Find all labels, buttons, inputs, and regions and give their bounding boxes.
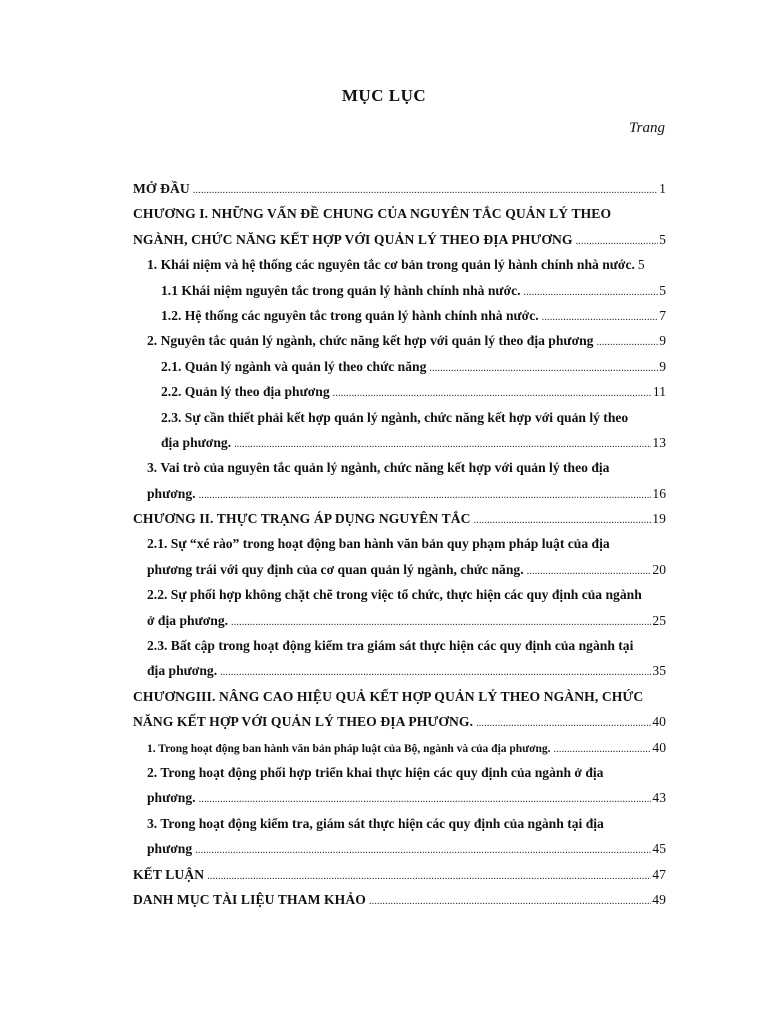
toc-entry[interactable]: 2.3. Bất cập trong hoạt động kiểm tra giám sát thực hiện các quy định của ngành tại [147,638,634,654]
toc-entry[interactable]: 1. Khái niệm và hệ thống các nguyên tắc cơ bản trong quản lý hành chính nhà nước. 5 [147,257,645,273]
toc-entry[interactable]: ở địa phương. ..... 25 [133,608,666,633]
toc-entry[interactable]: 1.1 Khái niệm nguyên tắc trong quản lý hành chính nhà nước. ..... 5 [133,278,666,303]
toc-entry[interactable]: 2.1. Sự “xé rào” trong hoạt động ban hành văn bản quy phạm pháp luật của địa [147,536,610,552]
toc-entry[interactable]: phương. ..... 43 [133,785,666,810]
toc-entry[interactable]: NĂNG KẾT HỢP VỚI QUẢN LÝ THEO ĐỊA PHƯƠNG. ..... 40 [133,709,666,734]
table-of-contents [133,176,666,912]
toc-entry[interactable]: CHƯƠNG II. THỰC TRẠNG ÁP DỤNG NGUYÊN TẮC ..... 19 [133,506,666,531]
toc-entry[interactable]: phương ..... 45 [133,836,666,861]
toc-entry[interactable]: 2.2. Sự phối hợp không chặt chẽ trong việc tổ chức, thực hiện các quy định của ngành [147,587,642,603]
toc-entry[interactable]: NGÀNH, CHỨC NĂNG KẾT HỢP VỚI QUẢN LÝ THEO ĐỊA PHƯƠNG ..... 5 [133,227,666,252]
toc-entry[interactable]: phương. ..... 16 [133,481,666,506]
page-column-label: Trang [629,120,665,136]
toc-entry[interactable]: phương trái với quy định của cơ quan quản lý ngành, chức năng. ..... 20 [133,557,666,582]
toc-entry[interactable]: MỞ ĐẦU ..... 1 [133,176,666,201]
toc-entry[interactable]: DANH MỤC TÀI LIỆU THAM KHẢO ..... 49 [133,887,666,912]
toc-entry[interactable]: địa phương. ..... 13 [133,430,666,455]
toc-entry[interactable]: 2. Nguyên tắc quản lý ngành, chức năng kết hợp với quản lý theo địa phương ..... 9 [133,328,666,353]
toc-entry[interactable]: 2.2. Quản lý theo địa phương ..... 11 [133,379,666,404]
toc-entry[interactable]: CHƯƠNGIII. NÂNG CAO HIỆU QUẢ KẾT HỢP QUẢN LÝ THEO NGÀNH, CHỨC [133,688,644,704]
toc-entry[interactable]: 2. Trong hoạt động phối hợp triển khai thực hiện các quy định của ngành ở địa [147,764,604,780]
toc-entry[interactable]: 3. Vai trò của nguyên tắc quản lý ngành, chức năng kết hợp với quản lý theo địa [147,460,610,476]
page-title: MỤC LỤC [341,86,427,105]
toc-entry[interactable]: 2.3. Sự cần thiết phải kết hợp quản lý ngành, chức năng kết hợp với quản lý theo [161,409,629,425]
toc-entry[interactable]: 2.1. Quản lý ngành và quản lý theo chức năng ..... 9 [133,354,666,379]
toc-entry[interactable]: 3. Trong hoạt động kiểm tra, giám sát thực hiện các quy định của ngành tại địa [147,815,604,831]
toc-entry[interactable]: địa phương. ..... 35 [133,658,666,683]
toc-entry[interactable]: 1. Trong hoạt động ban hành văn bản pháp luật của Bộ, ngành và của địa phương. ..... 40 [133,735,666,760]
toc-entry[interactable]: 1.2. Hệ thống các nguyên tắc trong quản lý hành chính nhà nước. ..... 7 [133,303,666,328]
toc-entry[interactable]: KẾT LUẬN ..... 47 [133,862,666,887]
toc-entry[interactable]: CHƯƠNG I. NHỮNG VẤN ĐỀ CHUNG CỦA NGUYÊN TẮC QUẢN LÝ THEO [133,206,612,222]
